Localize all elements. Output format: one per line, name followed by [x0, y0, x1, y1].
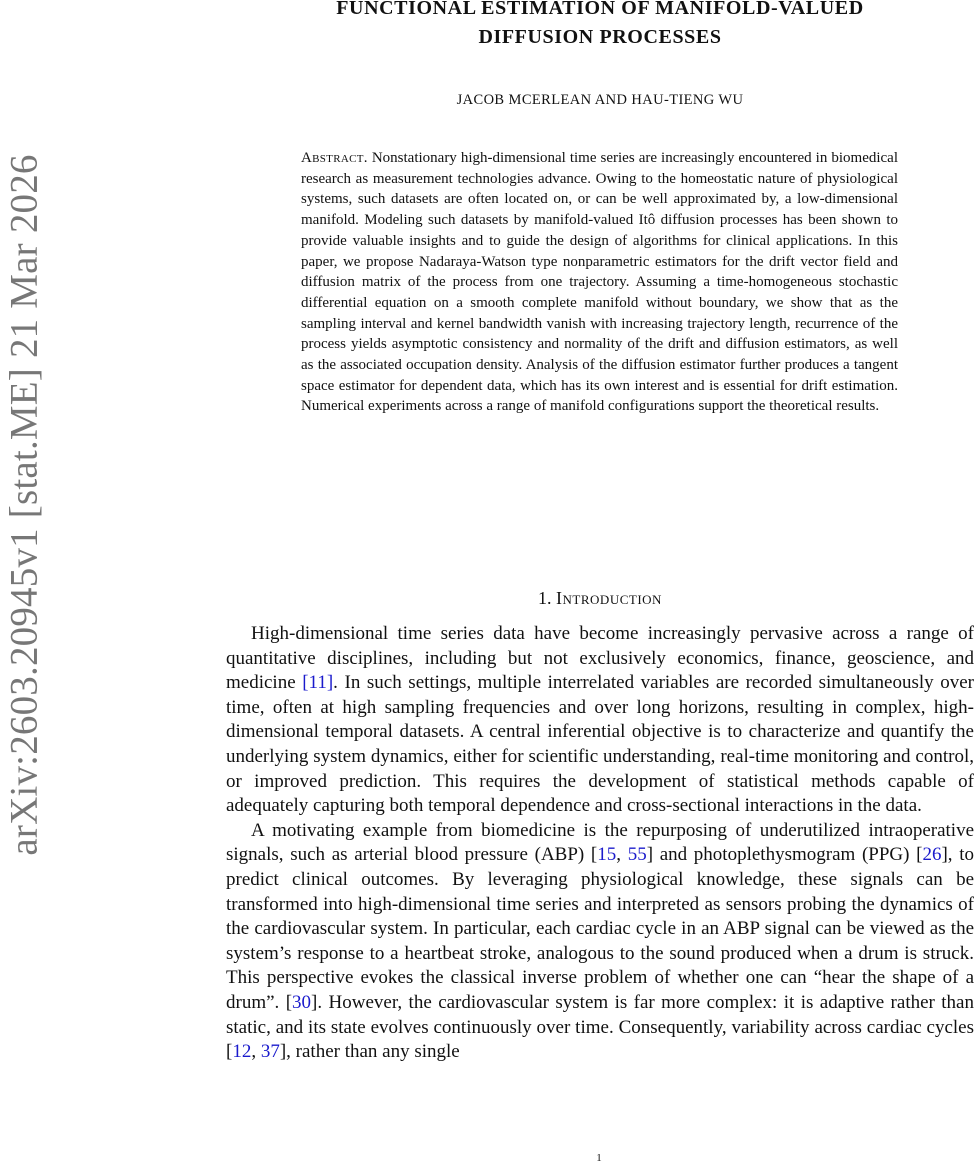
paragraph-text: ,: [251, 1041, 261, 1063]
body-text: [226, 622, 974, 1065]
page-number: 1: [596, 1152, 602, 1164]
paragraph-text: ] and photoplethysmogram (PPG) [: [646, 844, 923, 866]
paragraph-text: A motivating example from biomedicine is the repurposing of underutilized intraoperative signals, such as arterial blood pressure (ABP) [: [226, 819, 974, 866]
section-heading: [226, 586, 974, 610]
citation-link[interactable]: [11]: [302, 672, 334, 694]
citation-link[interactable]: 12: [232, 1041, 252, 1063]
citation-link[interactable]: 26: [922, 844, 942, 866]
abstract-label: Abstract.: [301, 150, 368, 166]
paragraph-text: ], to predict clinical outcomes. By leveraging physiological knowledge, these signals can be transformed into high-dimensional time series and interpreted as sensors probing the dynamics of the cardiovascular system. In particular, each cardiac cycle in an ABP signal can be viewed as the system’s response to a heartbeat stroke, analogous to the sound produced when a drum is struck. This perspective evokes the classical inverse problem of whether one can “hear the shape of a drum”. [: [226, 844, 974, 1013]
citation-link[interactable]: 37: [260, 1041, 280, 1063]
body-paragraph: [226, 819, 974, 1065]
paragraph-text: High-dimensional time series data have become increasingly pervasive across a range of quantitative disciplines, including but not exclusively economics, finance, geoscience, and medicine: [226, 623, 974, 694]
body-paragraph: [226, 622, 974, 819]
paragraph-text: ], rather than any single: [279, 1041, 460, 1063]
paper-title-line-2: DIFFUSION PROCESSES: [478, 26, 722, 48]
paragraph-text: ,: [616, 844, 628, 866]
citation-link[interactable]: 15: [597, 844, 617, 866]
abstract-text: Nonstationary high-dimensional time series are increasingly encountered in biomedical research as measurement technologies advance. Owing to the homeostatic nature of physiological systems, such datasets are often located on, or can be well approximated by, a low-dimensional manifold. Modeling such datasets by manifold-valued Itô diffusion processes has been shown to provide valuable insights and to guide the design of algorithms for clinical applications. In this paper, we propose Nadaraya-Watson type nonparametric estimators for the drift vector field and diffusion matrix of the process from one trajectory. Assuming a time-homogeneous stochastic differential equation on a smooth complete manifold without boundary, we show that as the sampling interval and kernel bandwidth vanish with increasing trajectory length, recurrence of the process yields asymptotic consistency and normality of the drift and diffusion estimators, as well as the associated occupation density. Analysis of the diffusion estimator further produces a tangent space estimator for dependent data, which has its own interest and is essential for drift estimation. Numerical experiments across a range of manifold configurations support the theoretical results.: [301, 150, 898, 415]
section-title: Introduction: [556, 588, 662, 608]
paragraph-text: . In such settings, multiple interrelated variables are recorded simultaneously over time, often at high sampling frequencies and over long horizons, resulting in complex, high-dimensional temporal datasets. A central inferential objective is to characterize and quantify the underlying system dynamics, either for scientific understanding, real-time monitoring and control, or improved prediction. This requires the development of statistical methods capable of adequately capturing both temporal dependence and cross-sectional interactions in the data.: [226, 672, 974, 817]
arxiv-identifier-stamp: [0, 0, 50, 1165]
citation-link[interactable]: 55: [627, 844, 647, 866]
paragraph-text: ]. However, the cardiovascular system is far more complex: it is adaptive rather than static, and its state evolves continuously over time. Consequently, variability across cardiac cycles [: [226, 991, 974, 1063]
abstract: [301, 148, 898, 417]
section-number: 1.: [538, 588, 552, 608]
paper-title-line-1: FUNCTIONAL ESTIMATION OF MANIFOLD-VALUED: [336, 0, 864, 19]
citation-link[interactable]: 30: [292, 991, 312, 1013]
paper-authors: JACOB MCERLEAN AND HAU-TIENG WU: [456, 92, 744, 108]
paper-title: [226, 0, 974, 52]
arxiv-identifier-text: arXiv:2603.20945v1 [stat.ME] 21 Mar 2026: [2, 154, 46, 856]
